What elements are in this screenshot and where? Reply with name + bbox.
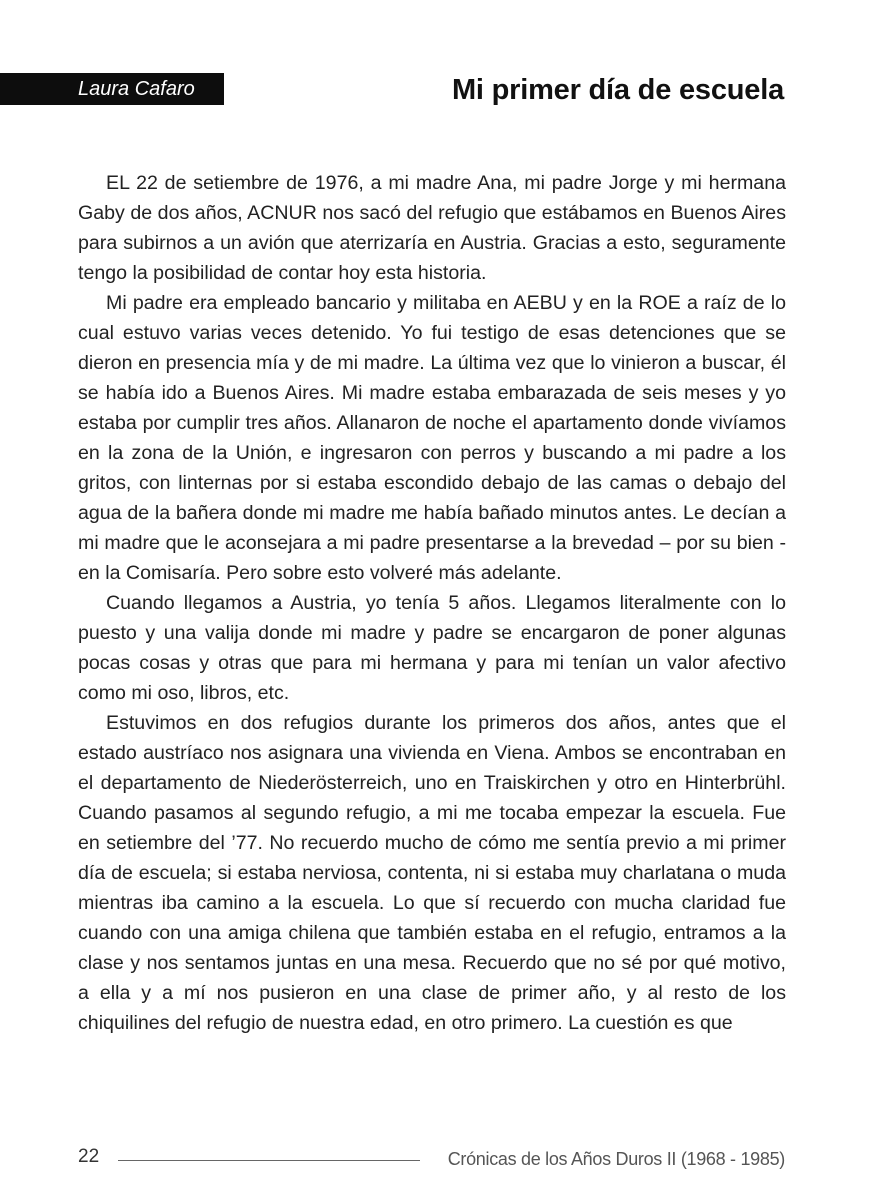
paragraph: Estuvimos en dos refugios durante los primeros dos años, antes que el estado austríaco nos asignara una vivienda en Viena. Ambos se encontraban en el departamento de Niederösterreich, uno en Traiskirchen y otro en Hinterbrühl. Cuando pasamos al segundo refugio, a mi me tocaba empezar la escuela. Fue en setiembre del ’77. No recuerdo mucho de cómo me sentía previo a mi primer día de escuela; si estaba nerviosa, contenta, ni si estaba muy charlatana o muda mientras iba camino a la escuela. Lo que sí recuerdo con mucha claridad fue cuando con una amiga chilena que también estaba en el refugio, entramos a la clase y nos sentamos juntas en una mesa. Recuerdo que no sé por qué motivo, a ella y a mí nos pusieron en una clase de primer año, y al resto de los chiquilines del refugio de nuestra edad, en otro primero. La cuestión es que	[78, 712, 786, 1034]
book-title: Crónicas de los Años Duros II (1968 - 1985)	[447, 1149, 785, 1169]
footer-divider	[118, 1160, 420, 1161]
paragraph: Mi padre era empleado bancario y militaba en AEBU y en la ROE a raíz de lo cual estuvo varias veces detenido. Yo fui testigo de esas detenciones que se dieron en presencia mía y de mi madre. La última vez que lo vinieron a buscar, él se había ido a Buenos Aires. Mi madre estaba embarazada de seis meses y yo estaba por cumplir tres años. Allanaron de noche el apartamento donde vivíamos en la zona de la Unión, e ingresaron con perros y buscando a mi padre a los gritos, con linternas por si estaba escondido debajo de las camas o debajo del agua de la bañera donde mi madre me había bañado minutos antes. Le decían a mi madre que le aconsejara a mi padre presentarse a la brevedad – por su bien - en la Comisaría. Pero sobre esto volveré más adelante.	[78, 292, 786, 584]
chapter-title: Mi primer día de escuela	[451, 74, 784, 106]
paragraph: Cuando llegamos a Austria, yo tenía 5 años. Llegamos literalmente con lo puesto y una valija donde mi madre y padre se encargaron de poner algunas pocas cosas y otras que para mi hermana y para mi tenían un valor afectivo como mi oso, libros, etc.	[78, 592, 786, 704]
author-name: Laura Cafaro	[78, 78, 195, 100]
author-banner	[0, 73, 224, 105]
paragraph: EL 22 de setiembre de 1976, a mi madre Ana, mi padre Jorge y mi hermana Gaby de dos años, ACNUR nos sacó del refugio que estábamos en Buenos Aires para subirnos a un avión que aterrizaría en Austria. Gracias a esto, seguramente tengo la posibilidad de contar hoy esta historia.	[78, 172, 786, 284]
page-number: 22	[78, 1146, 100, 1167]
chapter-body	[78, 168, 786, 1038]
